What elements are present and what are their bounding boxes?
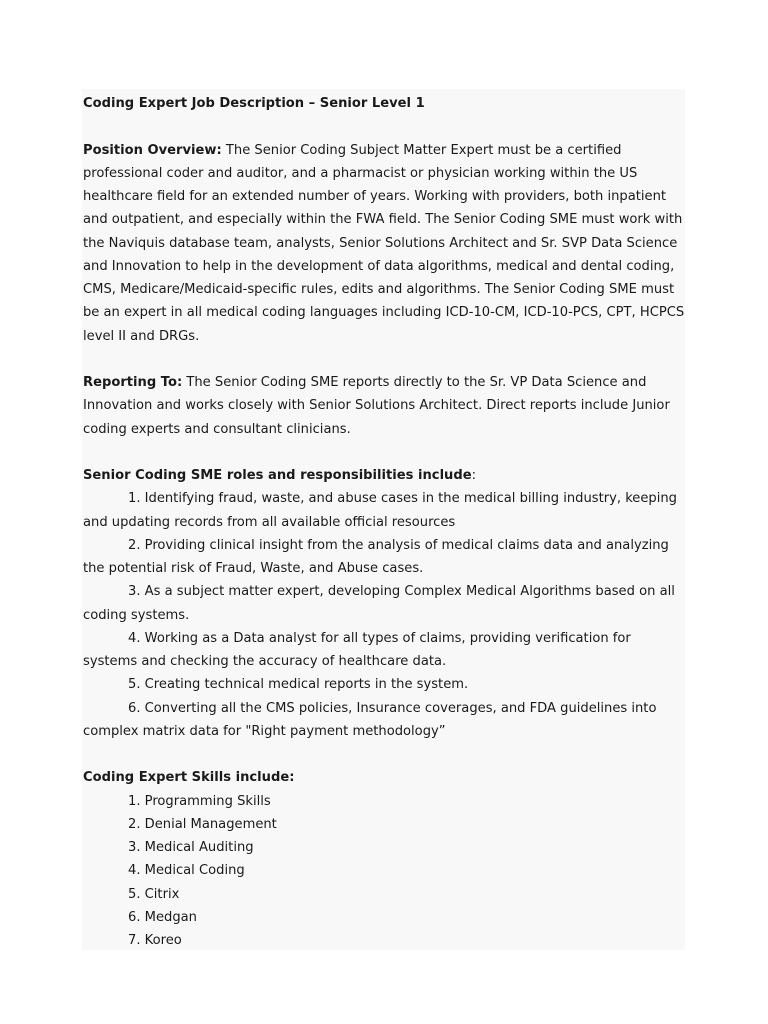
responsibilities-heading: Senior Coding SME roles and responsibilities include:: [83, 468, 477, 483]
position-overview-label: Position Overview:: [83, 142, 222, 158]
responsibility-item: 3. As a subject matter expert, developing Complex Medical Algorithms based on all coding systems.: [83, 584, 675, 623]
skill-item: 6. Medgan: [128, 909, 197, 925]
responsibility-item: 4. Working as a Data analyst for all types of claims, providing verification for systems and checking the accuracy of healthcare data.: [83, 630, 631, 669]
skill-item: 1. Programming Skills: [128, 793, 271, 809]
skill-item: 4. Medical Coding: [128, 863, 245, 879]
responsibility-item: 6. Converting all the CMS policies, Insurance coverages, and FDA guidelines into complex matrix data for "Right payment methodology”: [83, 700, 657, 739]
responsibility-item: 5. Creating technical medical reports in the system.: [128, 677, 469, 693]
reporting-to-paragraph: [83, 371, 687, 441]
reporting-to-text: The Senior Coding SME reports directly to the Sr. VP Data Science and Innovation and works closely with Senior Solutions Architect. Direct reports include Junior coding experts and consultant clinicians.: [83, 375, 670, 437]
document-title: Coding Expert Job Description – Senior Level 1: [83, 96, 425, 111]
skill-item: 3. Medical Auditing: [128, 840, 254, 855]
responsibility-item: 1. Identifying fraud, waste, and abuse cases in the medical billing industry, keeping and updating records from all available official resources: [83, 491, 677, 530]
responsibility-item: 2. Providing clinical insight from the analysis of medical claims data and analyzing the potential risk of Fraud, Waste, and Abuse cases.: [83, 537, 669, 576]
skill-item: 7. Koreo: [128, 933, 182, 948]
skills-heading: Coding Expert Skills include:: [83, 770, 295, 786]
reporting-to-label: Reporting To:: [83, 375, 183, 390]
skill-item: 2. Denial Management: [128, 816, 277, 832]
position-overview-paragraph: [83, 139, 687, 348]
document-body: [83, 92, 687, 952]
position-overview-text: The Senior Coding Subject Matter Expert must be a certified professional coder and auditor, and a pharmacist or physician working within the US healthcare field for an extended number of years. Working with providers, both inpatient and outpatient, and especially within the FWA field. The Senior Coding SME must work with the Naviquis database team, analysts, Senior Solutions Architect and Sr. SVP Data Science and Innovation to help in the development of data algorithms, medical and dental coding, CMS, Medicare/Medicaid-specific rules, edits and algorithms. The Senior Coding SME must be an expert in all medical coding languages including ICD-10-CM, ICD-10-PCS, CPT, HCPCS level II and DRGs.: [83, 142, 685, 344]
skill-item: 5. Citrix: [128, 886, 180, 902]
